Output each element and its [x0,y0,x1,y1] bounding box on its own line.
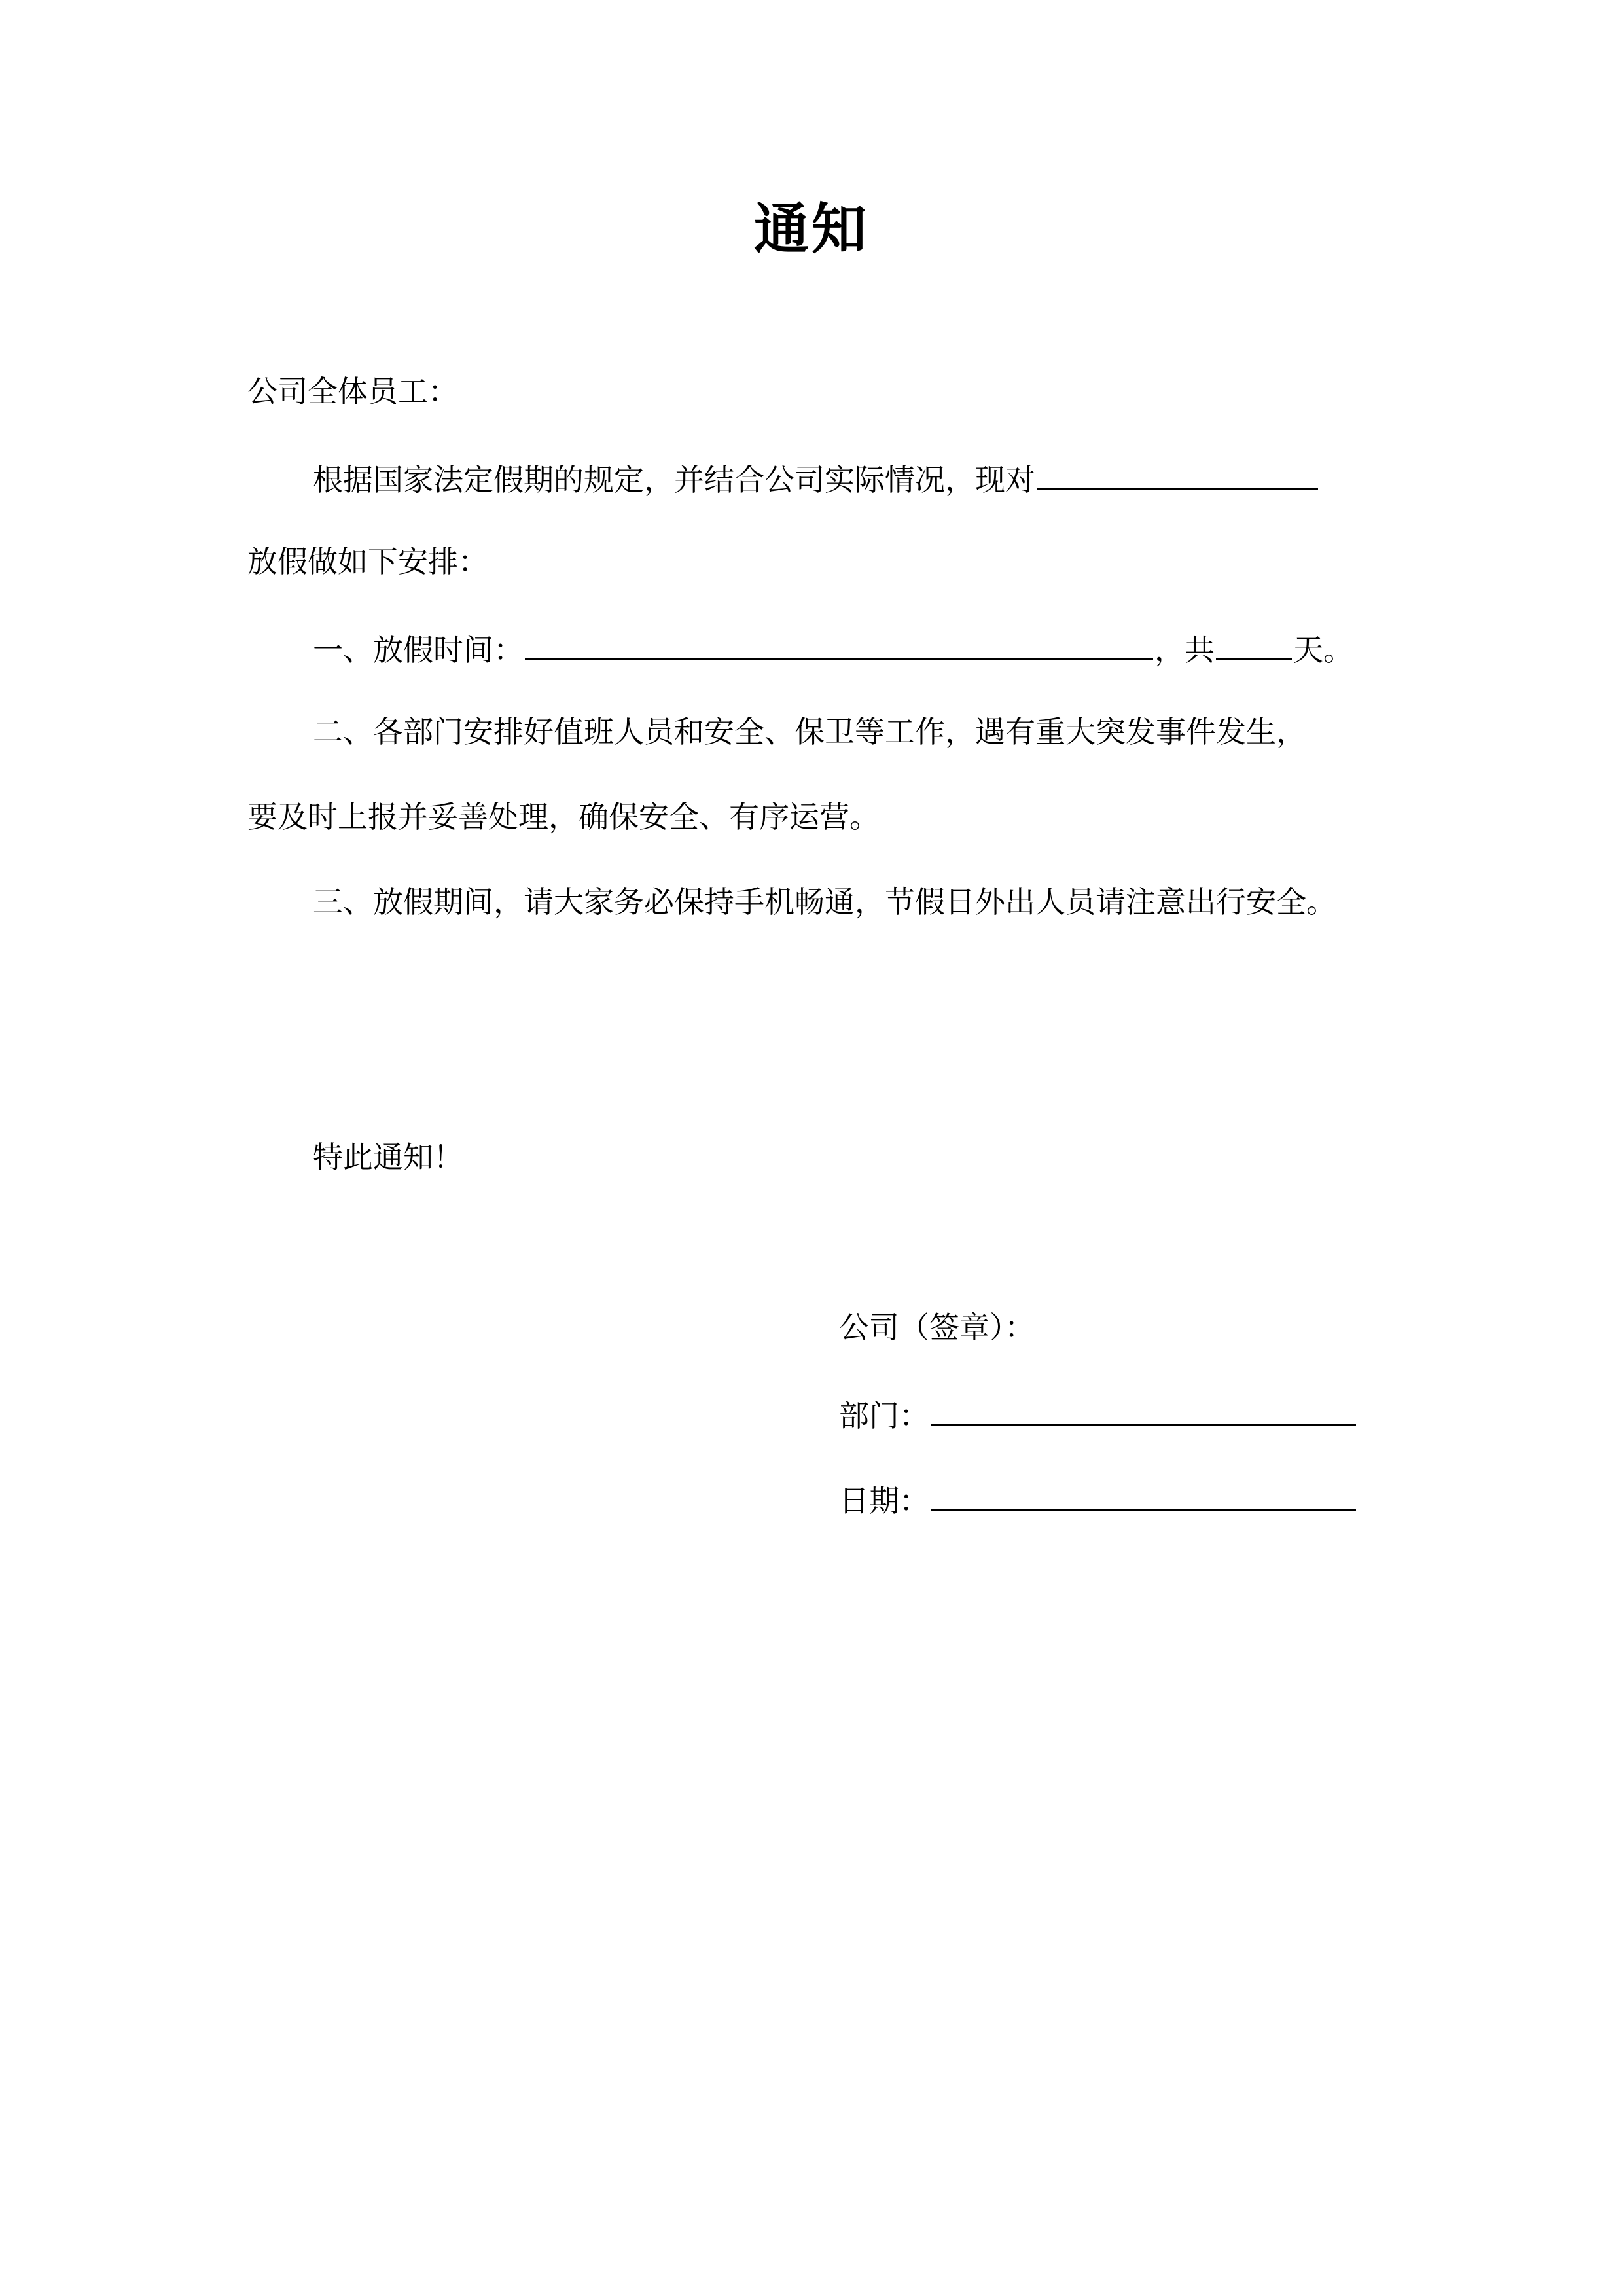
intro-line [313,457,1319,499]
item-2-line-2: 要及时上报并妥善处理，确保安全、有序运营。 [247,799,880,834]
item-1-mid: ，共 [1154,632,1215,668]
greeting: 公司全体员工： [247,374,458,409]
item-1 [313,627,1353,670]
holiday-period-blank[interactable] [525,627,1153,660]
page-title: 通知 [753,196,869,261]
item-3: 三、放假期间，请大家务必保持手机畅通，节假日外出人员请注意出行安全。 [313,884,1336,920]
holiday-name-blank[interactable] [1037,457,1318,490]
item-1-label: 一、放假时间： [313,632,524,668]
item-1-end: 天。 [1293,632,1353,668]
department-label: 部门： [839,1398,929,1433]
holiday-days-blank[interactable] [1216,627,1292,660]
department-line [839,1393,1357,1435]
closing-text: 特此通知！ [313,1139,463,1175]
item-2-line-1: 二、各部门安排好值班人员和安全、保卫等工作，遇有重大突发事件发生， [313,714,1306,749]
company-seal-label: 公司（签章）： [839,1310,1035,1345]
date-blank[interactable] [931,1478,1356,1511]
date-label: 日期： [839,1483,929,1518]
department-blank[interactable] [931,1393,1356,1426]
intro-prefix: 根据国家法定假期的规定，并结合公司实际情况，现对 [313,462,1035,497]
intro-suffix: 放假做如下安排： [247,544,488,579]
date-line [839,1478,1357,1520]
